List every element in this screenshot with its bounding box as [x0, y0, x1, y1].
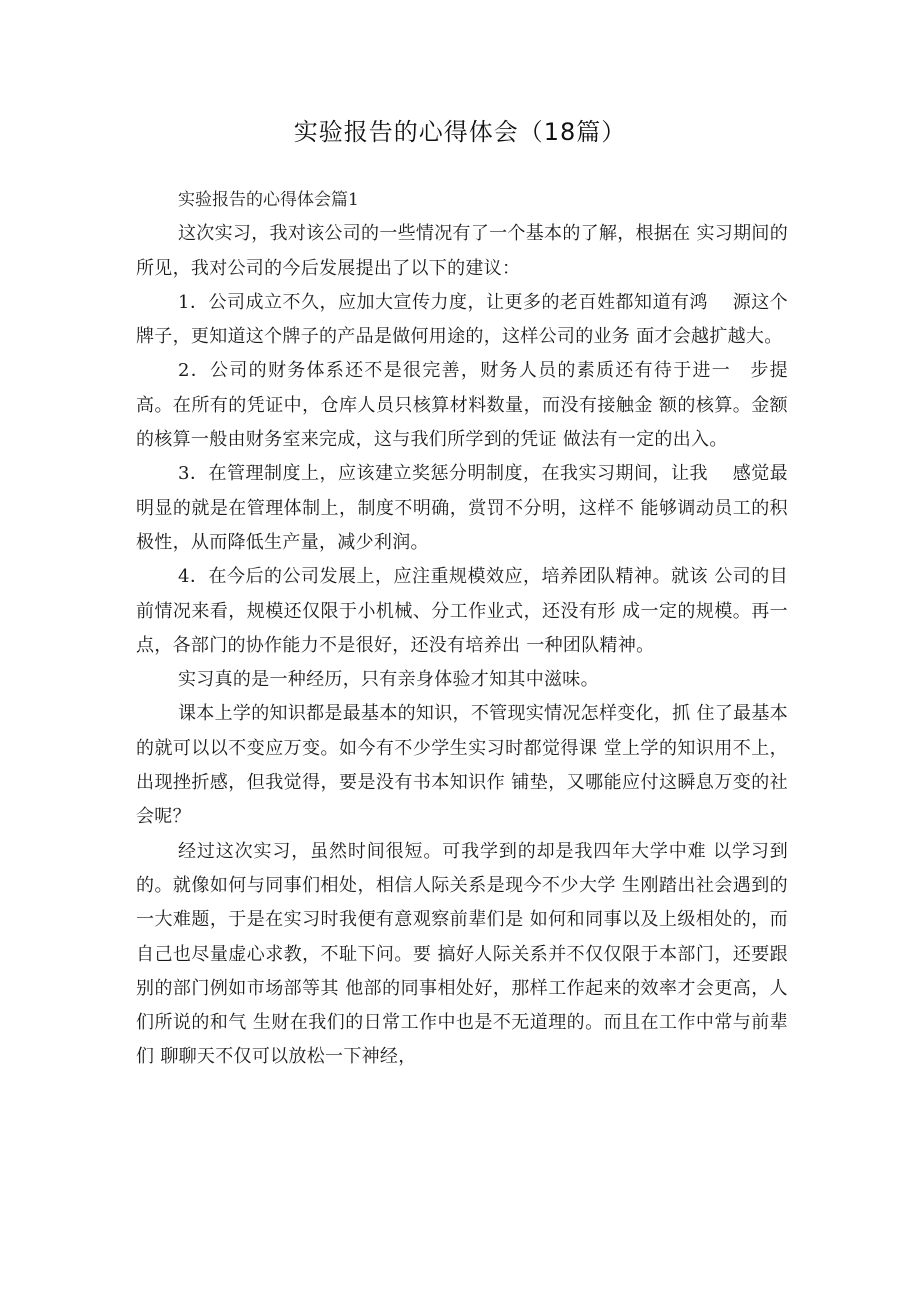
- document-body: [136, 183, 788, 1075]
- section-heading: 实验报告的心得体会篇1: [178, 190, 359, 210]
- paragraph-relationships: 经过这次实习，虽然时间很短。可我学到的却是我四年大学中难 以学习到的。就像如何与同事们相处，相信人际关系是现今不少大学 生刚踏出社会遇到的一大难题，于是在实习时我便有意观察前辈们是 如何和同事以及上级相处的，而自己也尽量虚心求教，不耻下问。要 搞好人际关系并不仅仅限于本部门，还要跟别的部门例如市场部等其 他部的同事相处好，那样工作起来的效率才会更高，人们所说的和气 生财在我们的日常工作中也是不无道理的。而且在工作中常与前辈们 聊聊天不仅可以放松一下神经，: [136, 840, 788, 1068]
- paragraph-intro: 这次实习，我对该公司的一些情况有了一个基本的了解，根据在 实习期间的所见，我对公司的今后发展提出了以下的建议：: [136, 223, 788, 279]
- paragraph-experience: 实习真的是一种经历，只有亲身体验才知其中滋味。: [178, 669, 599, 691]
- paragraph-textbook-knowledge: 课本上学的知识都是最基本的知识，不管现实情况怎样变化，抓 住了最基本的就可以以不变应万变。如今有不少学生实习时都觉得课 堂上学的知识用不上，出现挫折感，但我觉得，要是没有书本知识作 铺垫，又哪能应付这瞬息万变的社会呢？: [136, 703, 788, 828]
- paragraph-suggestion-1: 1．公司成立不久，应加大宣传力度，让更多的老百姓都知道有鸿 源这个牌子，更知道这个牌子的产品是做何用途的，这样公司的业务 面才会越扩越大。: [136, 291, 788, 348]
- document-title: 实验报告的心得体会（18篇）: [293, 118, 627, 146]
- paragraph-suggestion-3: 3．在管理制度上，应该建立奖惩分明制度，在我实习期间，让我 感觉最明显的就是在管理体制上，制度不明确，赏罚不分明，这样不 能够调动员工的积极性，从而降低生产量，减少利润。: [136, 463, 788, 553]
- paragraph-suggestion-2: 2．公司的财务体系还不是很完善，财务人员的素质还有待于进一 步提高。在所有的凭证中，仓库人员只核算材料数量，而没有接触金 额的核算。金额的核算一般由财务室来完成，这与我们所学到的凭证 做法有一定的出入。: [136, 360, 788, 451]
- paragraph-suggestion-4: 4．在今后的公司发展上，应注重规模效应，培养团队精神。就该 公司的目前情况来看，规模还仅限于小机械、分工作业式，还没有形 成一定的规模。再一点，各部门的协作能力不是很好，还没有培养出 一种团队精神。: [136, 566, 788, 656]
